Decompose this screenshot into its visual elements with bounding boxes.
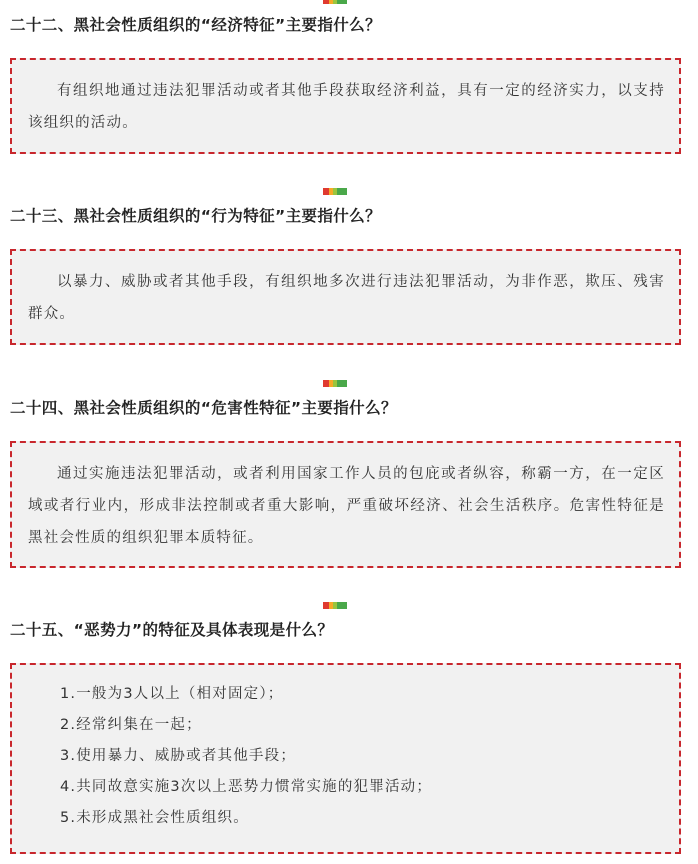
- answer-box: [10, 663, 681, 854]
- list-item: 2.经常纠集在一起；: [60, 717, 202, 733]
- answer-text: 以暴力、威胁或者其他手段，有组织地多次进行违法犯罪活动，为非作恶，欺压、残害群众。: [28, 274, 665, 322]
- answer-text: 有组织地通过违法犯罪活动或者其他手段获取经济利益，具有一定的经济实力，以支持该组织的活动。: [28, 83, 665, 131]
- feature-list: [60, 679, 665, 834]
- answer-text: 通过实施违法犯罪活动，或者利用国家工作人员的包庇或者纵容，称霸一方，在一定区域或者行业内，形成非法控制或者重大影响，严重破坏经济、社会生活秩序。危害性特征是黑社会性质的组织犯罪本质特征。: [28, 466, 665, 546]
- color-bar-divider-icon: [323, 602, 347, 609]
- question-title: 二十二、黑社会性质组织的“经济特征”主要指什么？: [10, 16, 381, 34]
- question-title: 二十五、“恶势力”的特征及具体表现是什么？: [10, 621, 334, 639]
- list-item: 1.一般为3人以上（相对固定）；: [60, 686, 284, 702]
- list-item: 5.未形成黑社会性质组织。: [60, 810, 249, 826]
- list-item: 3.使用暴力、威胁或者其他手段；: [60, 748, 297, 764]
- question-title: 二十四、黑社会性质组织的“危害性特征”主要指什么？: [10, 399, 397, 417]
- list-item: 4.共同故意实施3次以上恶势力惯常实施的犯罪活动；: [60, 779, 433, 795]
- question-title: 二十三、黑社会性质组织的“行为特征”主要指什么？: [10, 207, 381, 225]
